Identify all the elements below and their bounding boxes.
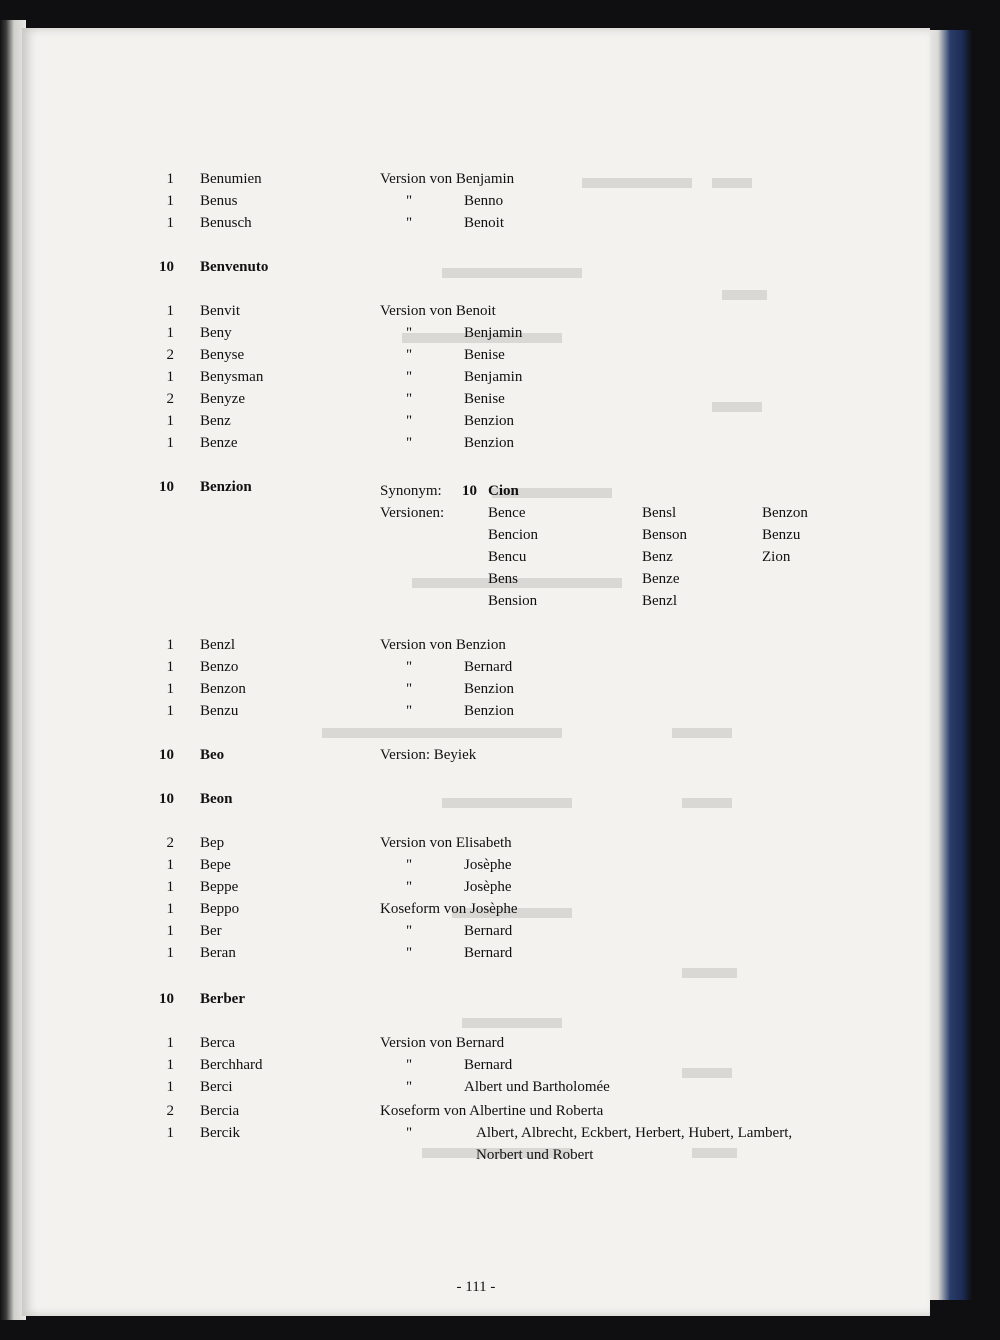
entry-note: Bernard: [464, 659, 513, 675]
entry-note: Benzion: [464, 435, 514, 451]
entry-count: 1: [166, 879, 174, 895]
ditto-mark: ": [406, 857, 413, 873]
book-cover-edge: [928, 30, 972, 1300]
entry-note: Koseform von Albertine und Roberta: [380, 1103, 604, 1119]
version-item: Benz: [642, 549, 673, 565]
entry-count: 1: [166, 637, 174, 653]
ditto-mark: ": [406, 193, 413, 209]
version-item: Zion: [762, 549, 791, 565]
entry-name: Beon: [200, 791, 233, 807]
ditto-mark: ": [406, 681, 413, 697]
entry-count: 1: [166, 1035, 174, 1051]
entry-count: 1: [166, 945, 174, 961]
entry-count: 1: [166, 325, 174, 341]
entry-count: 1: [166, 1125, 174, 1141]
page-number: - 111 -: [456, 1279, 496, 1295]
version-item: Benze: [642, 571, 680, 587]
ditto-mark: ": [406, 435, 413, 451]
entry-name: Benyse: [200, 347, 245, 363]
entry-count: 2: [166, 391, 174, 407]
entry-name: Benus: [200, 193, 238, 209]
entry-count: 1: [166, 369, 174, 385]
synonym-count: 10: [462, 483, 477, 499]
ditto-mark: ": [406, 923, 413, 939]
version-item: Bens: [488, 571, 518, 587]
entry-count: 1: [166, 171, 174, 187]
entry-note: Version von Benjamin: [380, 171, 515, 187]
entry-name: Benvit: [200, 303, 240, 319]
entry-note: Bernard: [464, 923, 513, 939]
entry-count: 2: [166, 835, 174, 851]
version-item: Bension: [488, 593, 538, 609]
entry-name: Benyze: [200, 391, 245, 407]
entry-count: 10: [159, 259, 174, 275]
entry-name: Bep: [200, 835, 225, 851]
entry-note: Benzion: [464, 703, 514, 719]
entry-count: 1: [166, 857, 174, 873]
entry-note: Benjamin: [464, 325, 523, 341]
entry-count: 1: [166, 901, 174, 917]
entry-note: Josèphe: [464, 879, 512, 895]
entry-name: Berci: [200, 1079, 233, 1095]
entry-note: Bernard: [464, 945, 513, 961]
ditto-mark: ": [406, 1125, 413, 1141]
entry-count: 1: [166, 215, 174, 231]
entry-note: Version: Beyiek: [380, 747, 477, 763]
entry-name: Beran: [200, 945, 236, 961]
version-item: Bensl: [642, 505, 677, 521]
entry-name: Ber: [200, 923, 222, 939]
entry-note: Albert, Albrecht, Eckbert, Herbert, Hubert, Lambert,: [476, 1125, 793, 1141]
entry-name: Bercik: [200, 1125, 240, 1141]
entry-note: Koseform von Josèphe: [380, 901, 518, 917]
ditto-mark: ": [406, 1079, 413, 1095]
entry-note: Benise: [464, 347, 505, 363]
ditto-mark: ": [406, 879, 413, 895]
entry-note: Benjamin: [464, 369, 523, 385]
entry-name: Benzo: [200, 659, 239, 675]
ditto-mark: ": [406, 945, 413, 961]
entry-count: 2: [166, 347, 174, 363]
version-item: Bencion: [488, 527, 538, 543]
entry-note: Version von Benzion: [380, 637, 506, 653]
entry-count: 2: [166, 1103, 174, 1119]
ditto-mark: ": [406, 391, 413, 407]
entry-note: Benzion: [464, 681, 514, 697]
book-page: [22, 28, 930, 1316]
entry-name: Berca: [200, 1035, 235, 1051]
entry-count: 1: [166, 1057, 174, 1073]
ditto-mark: ": [406, 703, 413, 719]
ditto-mark: ": [406, 325, 413, 341]
entry-note: Josèphe: [464, 857, 512, 873]
entry-count: 10: [159, 791, 174, 807]
entry-name: Berchhard: [200, 1057, 263, 1073]
entry-name: Benzl: [200, 637, 235, 653]
entry-name: Benzon: [200, 681, 246, 697]
entry-note: Albert und Bartholomée: [464, 1079, 610, 1095]
ditto-mark: ": [406, 413, 413, 429]
ditto-mark: ": [406, 215, 413, 231]
entry-name: Bepe: [200, 857, 231, 873]
entry-name: Benumien: [200, 171, 262, 187]
entry-name: Beppo: [200, 901, 240, 917]
entry-count: 10: [159, 991, 174, 1007]
entry-name: Benzu: [200, 703, 239, 719]
entry-count: 1: [166, 659, 174, 675]
ditto-mark: ": [406, 347, 413, 363]
entry-name: Benysman: [200, 369, 264, 385]
entry-note: Benise: [464, 391, 505, 407]
synonym-name: Cion: [488, 483, 519, 499]
version-item: Bencu: [488, 549, 527, 565]
entry-note: Version von Bernard: [380, 1035, 505, 1051]
entry-name: Benz: [200, 413, 231, 429]
entry-name: Berber: [200, 991, 245, 1007]
entry-note: Benzion: [464, 413, 514, 429]
entry-note: Benoit: [464, 215, 504, 231]
versions-label: Versionen:: [380, 505, 445, 521]
entry-name: Beo: [200, 747, 225, 763]
entry-count: 1: [166, 681, 174, 697]
entry-count: 1: [166, 923, 174, 939]
entry-count: 1: [166, 303, 174, 319]
entry-note-continued: Norbert und Robert: [476, 1147, 594, 1163]
entry-name: Beny: [200, 325, 232, 341]
entry-name: Bercia: [200, 1103, 240, 1119]
entry-note: Version von Elisabeth: [380, 835, 512, 851]
entry-count: 10: [159, 479, 174, 495]
version-item: Benzu: [762, 527, 801, 543]
entry-note: Benno: [464, 193, 504, 209]
entry-name: Benze: [200, 435, 238, 451]
version-item: Bence: [488, 505, 526, 521]
version-item: Benson: [642, 527, 687, 543]
ditto-mark: ": [406, 1057, 413, 1073]
synonym-label: Synonym:: [380, 483, 442, 499]
entry-name: Benzion: [200, 479, 252, 495]
entry-name: Beppe: [200, 879, 239, 895]
entry-count: 1: [166, 703, 174, 719]
ditto-mark: ": [406, 659, 413, 675]
entry-count: 1: [166, 1079, 174, 1095]
entry-count: 1: [166, 413, 174, 429]
entry-count: 1: [166, 435, 174, 451]
entry-name: Benusch: [200, 215, 252, 231]
entry-name: Benvenuto: [200, 259, 269, 275]
version-item: Benzl: [642, 593, 677, 609]
ditto-mark: ": [406, 369, 413, 385]
entry-note: Bernard: [464, 1057, 513, 1073]
entry-note: Version von Benoit: [380, 303, 496, 319]
version-item: Benzon: [762, 505, 808, 521]
entry-count: 1: [166, 193, 174, 209]
entry-count: 10: [159, 747, 174, 763]
